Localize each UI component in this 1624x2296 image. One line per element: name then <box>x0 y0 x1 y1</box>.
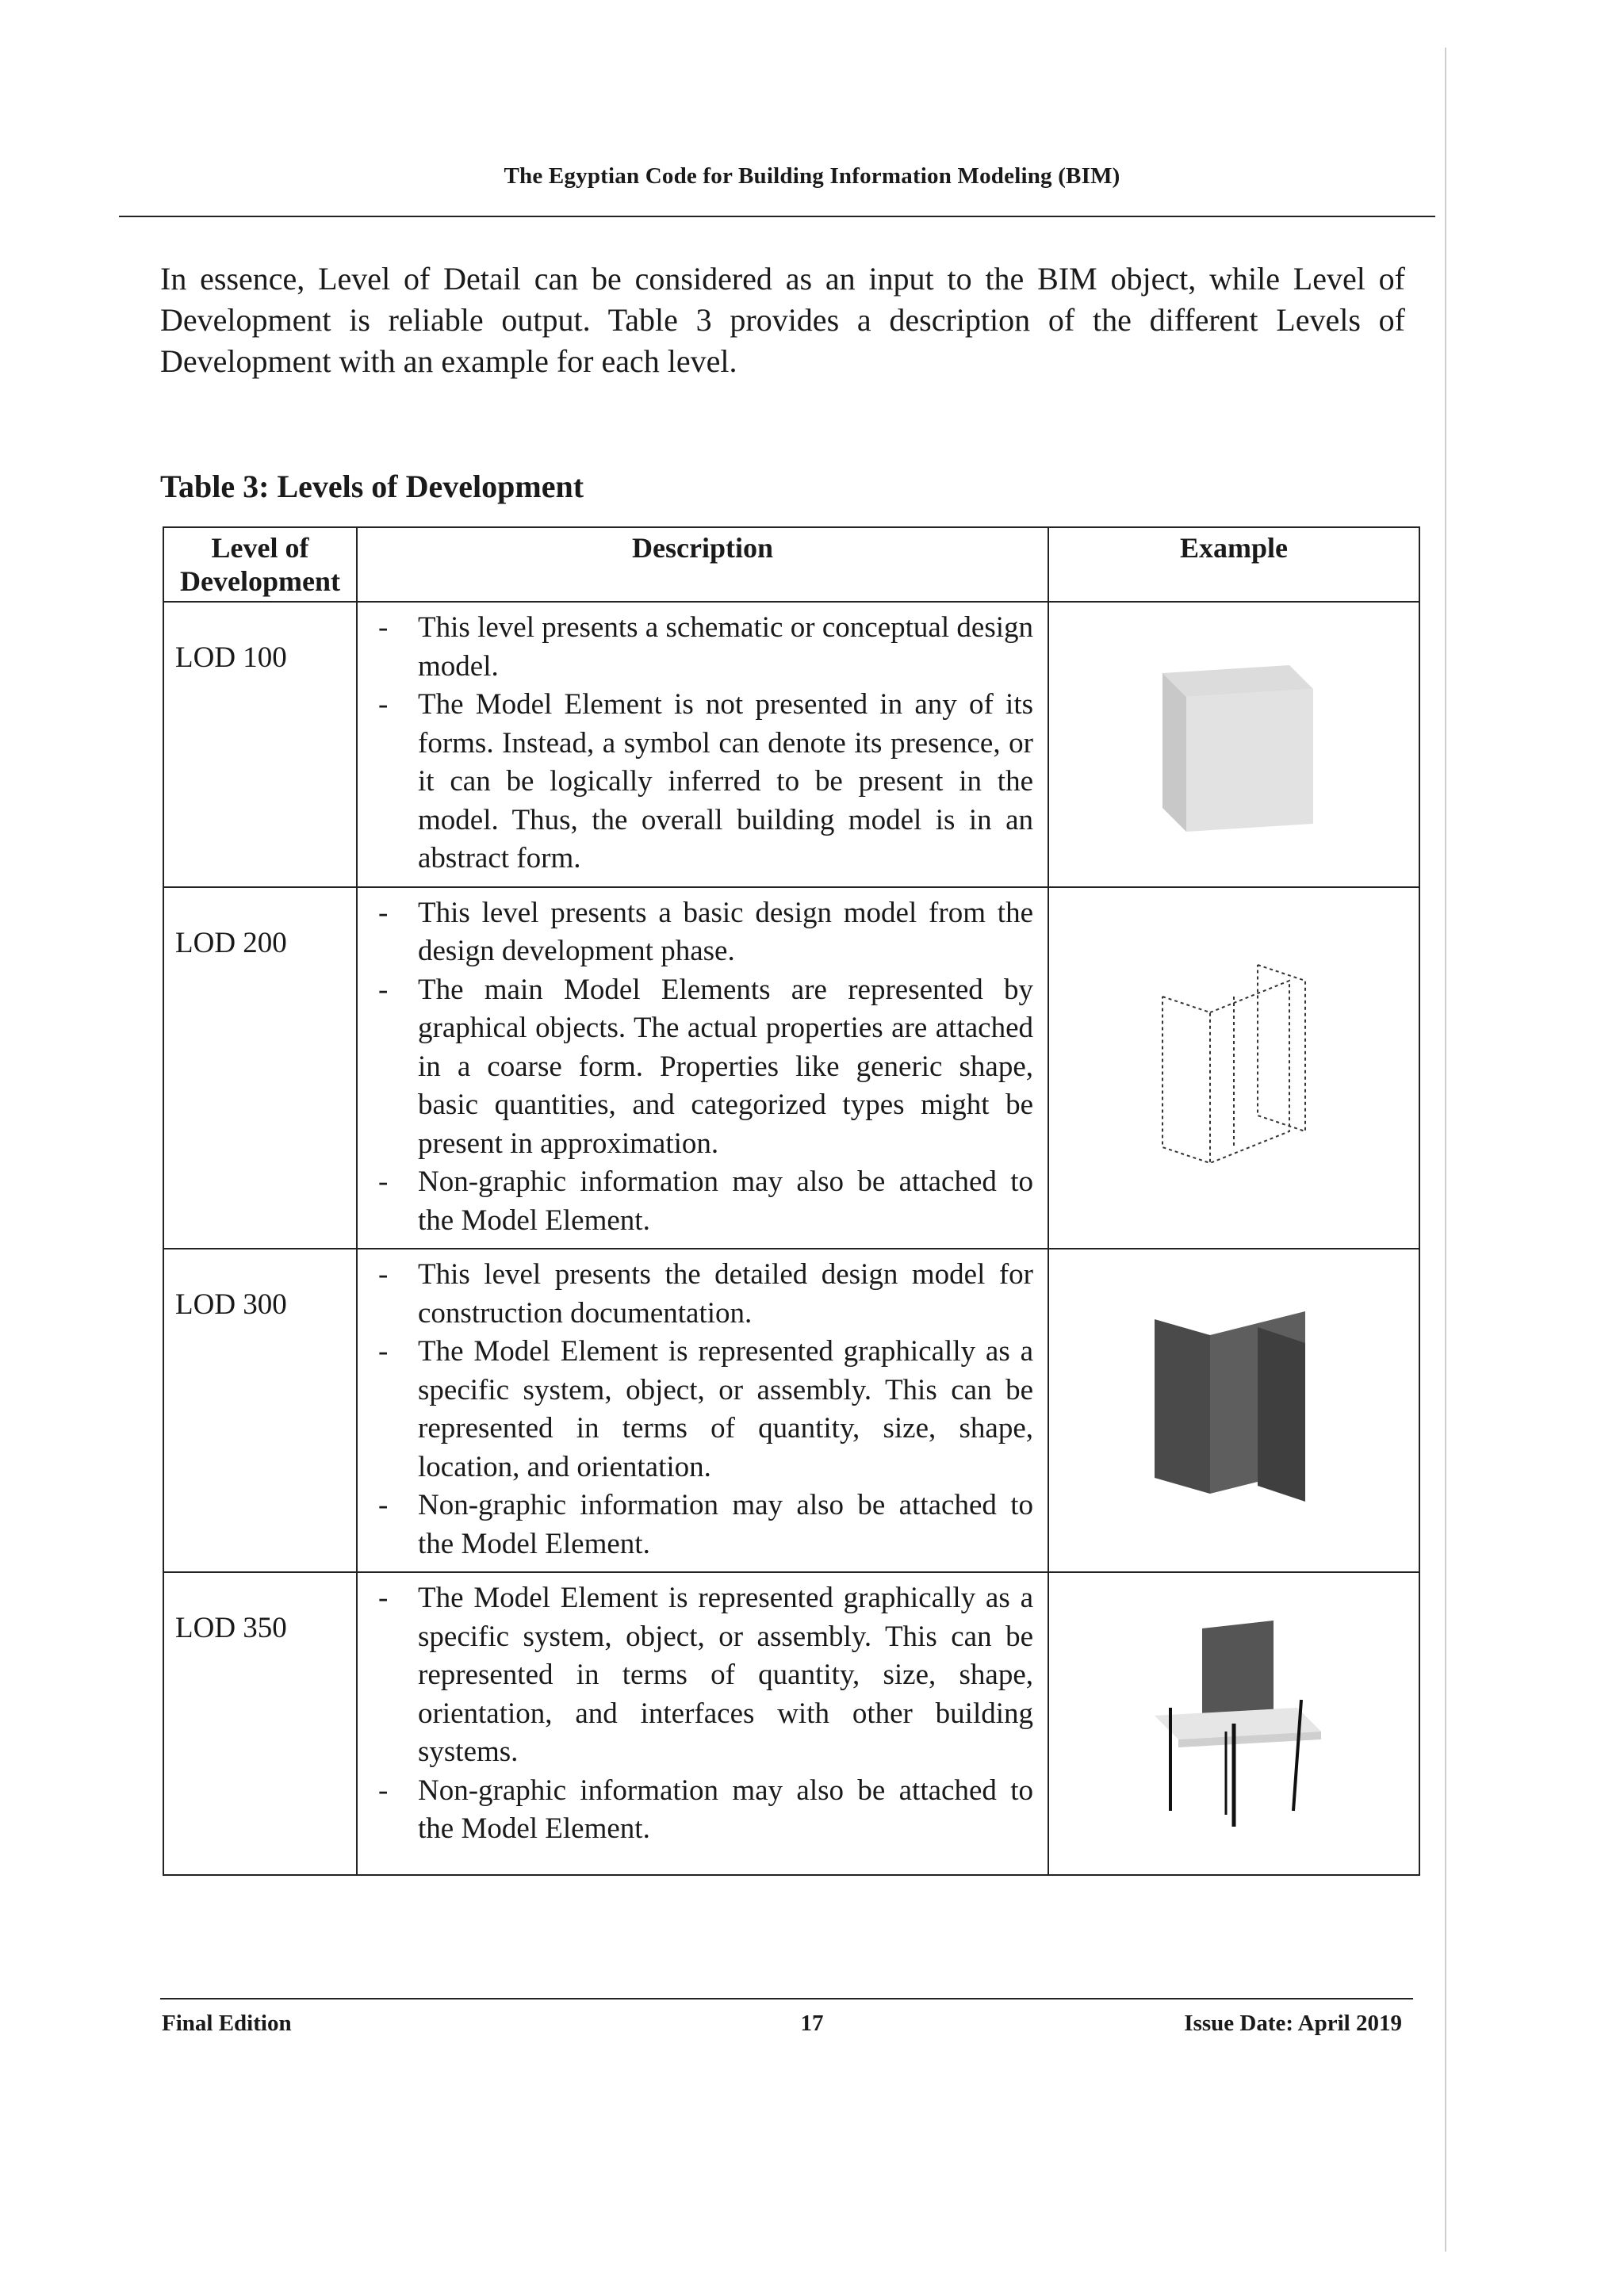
footer-edition: Final Edition <box>162 2011 292 2036</box>
wall-with-supports-icon <box>1139 1613 1329 1835</box>
lod-table <box>163 526 1420 1876</box>
level-cell: LOD 200 <box>163 887 357 1249</box>
description-bullet: - Non-graphic information may also be attached to the Model Element. <box>378 1772 1033 1849</box>
scan-edge <box>1445 48 1446 2252</box>
description-bullet: - This level presents a basic design model from the design development phase. <box>378 894 1033 971</box>
example-cell <box>1048 602 1419 887</box>
table-row <box>163 602 1419 887</box>
header-rule <box>119 216 1435 217</box>
example-cell <box>1048 887 1419 1249</box>
example-cell <box>1048 1572 1419 1875</box>
description-cell <box>357 887 1048 1249</box>
description-bullet: - This level presents the detailed design model for construction documentation. <box>378 1256 1033 1333</box>
header-description: Description <box>357 527 1048 602</box>
description-bullet: - Non-graphic information may also be attached to the Model Element. <box>378 1487 1033 1563</box>
header-example: Example <box>1048 527 1419 602</box>
table-row <box>163 887 1419 1249</box>
level-cell: LOD 300 <box>163 1249 357 1572</box>
footer-issue-date: Issue Date: April 2019 <box>1184 2011 1402 2036</box>
running-header: The Egyptian Code for Building Information Modeling (BIM) <box>504 163 1120 189</box>
page-number: 17 <box>800 2011 824 2036</box>
header-level: Level of Development <box>163 527 357 602</box>
wireframe-wall-icon <box>1139 949 1329 1187</box>
description-bullet: - The Model Element is represented graphically as a specific system, object, or assembly. This can be represented in terms of quantity, size, shape, location, and orientation. <box>378 1333 1033 1487</box>
translucent-box-icon <box>1131 641 1337 848</box>
description-bullet: - The Model Element is represented graphically as a specific system, object, or assembly. This can be represented in terms of quantity, size, shape, orientation, and interfaces with other building systems. <box>378 1579 1033 1772</box>
description-bullet: - This level presents a schematic or conceptual design model. <box>378 609 1033 686</box>
solid-wall-icon <box>1139 1303 1329 1517</box>
intro-paragraph: In essence, Level of Detail can be considered as an input to the BIM object, while Level of Development is reliable output. Table 3 provides a description of the different Levels of Development with an example for each level. <box>160 261 1405 379</box>
example-cell <box>1048 1249 1419 1572</box>
level-cell: LOD 350 <box>163 1572 357 1875</box>
description-cell <box>357 1572 1048 1875</box>
level-cell: LOD 100 <box>163 602 357 887</box>
description-cell <box>357 1249 1048 1572</box>
table-row <box>163 1572 1419 1875</box>
description-bullet: - The main Model Elements are represented by graphical objects. The actual properties are attached in a coarse form. Properties like generic shape, basic quantities, and categorized types might be present in approximation. <box>378 971 1033 1164</box>
description-cell <box>357 602 1048 887</box>
description-bullet: - The Model Element is not presented in any of its forms. Instead, a symbol can denote its presence, or it can be logically inferred to be present in the model. Thus, the overall building model is in an abstract form. <box>378 686 1033 878</box>
table-caption: Table 3: Levels of Development <box>160 469 584 504</box>
table-header-row <box>163 527 1419 602</box>
table-row <box>163 1249 1419 1572</box>
footer-rule <box>160 1998 1413 1999</box>
description-bullet: - Non-graphic information may also be attached to the Model Element. <box>378 1163 1033 1240</box>
